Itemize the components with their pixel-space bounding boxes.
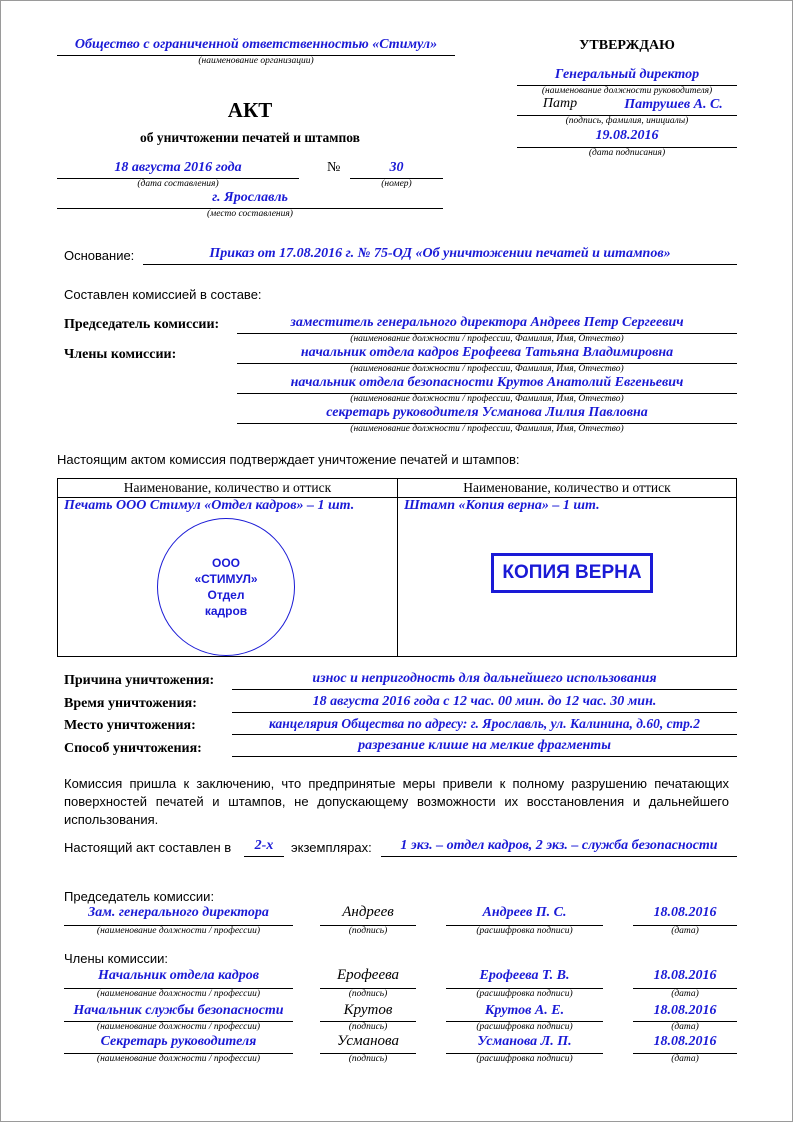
signature-mark: Ерофеева [336,967,400,983]
signature-position: Начальник службы безопасности [73,1003,284,1018]
number-sign: № [327,160,341,175]
time-value: 18 августа 2016 года с 12 час. 00 мин. до 12 час. 30 мин. [312,694,657,709]
position-caption: (наименование должности / профессии) [96,989,261,999]
table-cell-left [58,498,398,657]
copies-count: 2-х [254,838,274,853]
organization-caption: (наименование организации) [198,56,314,66]
act-place-caption: (место составления) [207,209,293,219]
commission-member-caption: (наименование должности / профессии, Фамилия, Имя, Отчество) [350,424,624,434]
basis-line [143,264,737,265]
copies-count-line [244,856,284,857]
seal-line: Отдел [207,588,245,602]
confirmation-text: Настоящим актом комиссия подтверждает уничтожение печатей и штампов: [57,452,520,467]
stamps-table [57,478,737,657]
commission-chair: заместитель генерального директора Андреев Петр Сергеевич [290,315,684,330]
signature-mark: Усманова [337,1033,399,1049]
decoding-caption: (расшифровка подписи) [476,1054,573,1064]
date-caption: (дата) [671,989,699,999]
stamp-item-name: Штамп «Копия верна» – 1 шт. [404,498,600,513]
date-caption: (дата) [671,1054,699,1064]
approval-signature: Патр [542,96,578,111]
signature-caption: (подпись) [348,1022,388,1032]
approval-heading: УТВЕРЖДАЮ [579,38,675,53]
document-subtitle: об уничтожении печатей и штампов [140,130,360,145]
table-header-right: Наименование, количество и оттиск [398,479,737,498]
approval-position-caption: (наименование должности руководителя) [541,86,713,96]
signatures-members-label: Члены комиссии: [64,951,169,966]
table-cell-right [398,498,737,657]
conclusion-text: Комиссия пришла к заключению, что предпринятые меры привели к полному разрушению печатающих поверхностей печатей и штампов, не допускающему возможности их восстановления и дальнейшего использования. [64,776,729,827]
position-caption: (наименование должности / профессии) [96,1022,261,1032]
seal-line: ООО [211,556,240,570]
signature-date: 18.08.2016 [653,1003,717,1018]
decoding-caption: (расшифровка подписи) [476,926,573,936]
stamp-impression: КОПИЯ ВЕРНА [491,553,653,593]
signature-date: 18.08.2016 [653,905,717,920]
document-title: АКТ [227,98,273,122]
time-label: Время уничтожения: [64,696,197,711]
seal-item-name: Печать ООО Стимул «Отдел кадров» – 1 шт. [64,498,355,513]
method-line [232,756,737,757]
position-caption: (наименование должности / профессии) [96,1054,261,1064]
method-value: разрезание клише на мелкие фрагменты [358,738,611,753]
decoding-caption: (расшифровка подписи) [476,1022,573,1032]
commission-member: начальник отдела безопасности Крутов Анатолий Евгеньевич [290,375,684,390]
signature-name: Ерофеева Т. В. [479,968,570,983]
approval-date-caption: (дата подписания) [588,148,666,158]
act-date: 18 августа 2016 года [114,160,242,175]
copies-distribution-line [381,856,737,857]
signature-date: 18.08.2016 [653,1034,717,1049]
act-number: 30 [389,160,404,175]
commission-member: начальник отдела кадров Ерофеева Татьяна Владимировна [300,345,674,360]
approval-signature-caption: (подпись, фамилия, инициалы) [565,116,689,126]
signature-mark: Андреев [342,904,394,920]
signature-mark: Крутов [343,1002,393,1018]
signature-caption: (подпись) [348,926,388,936]
commission-member-caption: (наименование должности / профессии, Фамилия, Имя, Отчество) [350,394,624,404]
signature-caption: (подпись) [348,989,388,999]
time-line [232,712,737,713]
seal-line: кадров [204,604,248,618]
place-line [232,734,737,735]
act-place: г. Ярославль [212,190,288,205]
signature-caption: (подпись) [348,1054,388,1064]
approval-name: Патрушев А. С. [624,97,723,112]
signature-name: Андреев П. С. [482,905,567,920]
act-date-caption: (дата составления) [137,179,219,189]
date-caption: (дата) [671,926,699,936]
seal-line: «СТИМУЛ» [194,572,258,586]
commission-member: секретарь руководителя Усманова Лилия Павловна [326,405,648,420]
reason-value: износ и непригодность для дальнейшего использования [312,671,657,686]
signature-name: Усманова Л. П. [477,1034,572,1049]
organization-name: Общество с ограниченной ответственностью «Стимул» [74,37,438,52]
signature-position: Зам. генерального директора [88,905,269,920]
commission-member-caption: (наименование должности / профессии, Фамилия, Имя, Отчество) [350,364,624,374]
copies-prefix: Настоящий акт составлен в [64,840,232,855]
signatures-chair-label: Председатель комиссии: [64,889,215,904]
reason-label: Причина уничтожения: [64,673,215,688]
signature-position: Начальник отдела кадров [98,968,259,983]
signature-position: Секретарь руководителя [100,1034,257,1049]
reason-line [232,689,737,690]
copies-middle: экземплярах: [291,840,372,855]
signature-date: 18.08.2016 [653,968,717,983]
commission-intro: Составлен комиссией в составе: [64,287,262,302]
place-value: канцелярия Общества по адресу: г. Ярославль, ул. Калинина, д.60, стр.2 [269,716,700,731]
signature-name: Крутов А. Е. [484,1003,565,1018]
position-caption: (наименование должности / профессии) [96,926,261,936]
seal-impression [157,518,295,656]
basis-label: Основание: [64,248,135,263]
commission-chair-label: Председатель комиссии: [64,317,220,332]
approval-position: Генеральный директор [554,67,700,82]
decoding-caption: (расшифровка подписи) [476,989,573,999]
table-header-left: Наименование, количество и оттиск [58,479,398,498]
copies-distribution: 1 экз. – отдел кадров, 2 экз. – служба безопасности [400,838,718,853]
place-label: Место уничтожения: [64,718,196,733]
date-caption: (дата) [671,1022,699,1032]
method-label: Способ уничтожения: [64,741,202,756]
act-number-caption: (номер) [381,179,412,189]
commission-chair-caption: (наименование должности / профессии, Фамилия, Имя, Отчество) [350,334,624,344]
commission-members-label: Члены комиссии: [64,347,177,362]
basis-value: Приказ от 17.08.2016 г. № 75-ОД «Об уничтожении печатей и штампов» [209,246,671,261]
approval-date: 19.08.2016 [595,128,659,143]
